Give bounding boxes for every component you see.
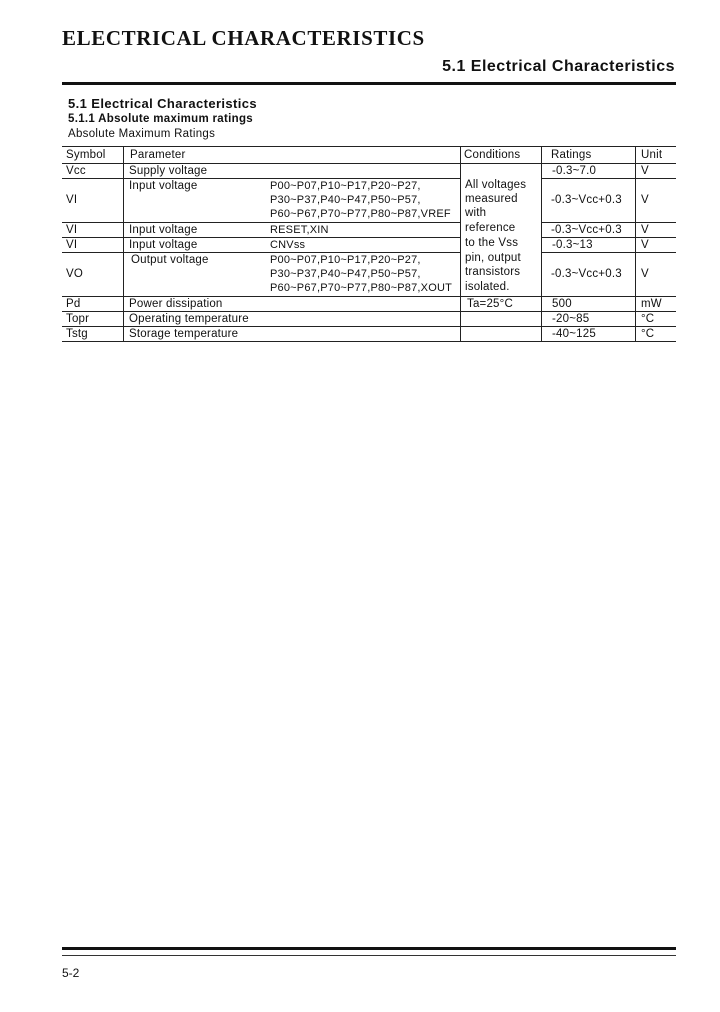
header-unit: Unit bbox=[641, 149, 663, 161]
row-rating: -20~85 bbox=[552, 313, 590, 325]
column-rule bbox=[123, 146, 124, 341]
row-unit: °C bbox=[641, 313, 655, 325]
row-rating: 500 bbox=[552, 298, 572, 310]
row-rating: -0.3~Vcc+0.3 bbox=[551, 268, 622, 280]
conditions-line: isolated. bbox=[465, 281, 510, 293]
row-rating: -0.3~Vcc+0.3 bbox=[551, 194, 622, 206]
conditions-line: with bbox=[465, 207, 487, 219]
row-pins: P60~P67,P70~P77,P80~P87,VREF bbox=[270, 208, 451, 220]
row-rule bbox=[62, 222, 460, 223]
row-symbol: Vcc bbox=[66, 165, 86, 177]
header-symbol: Symbol bbox=[66, 149, 106, 161]
row-unit: mW bbox=[641, 298, 662, 310]
conditions-line: reference bbox=[465, 222, 516, 234]
row-unit: V bbox=[641, 224, 649, 236]
column-rule bbox=[635, 146, 636, 341]
row-parameter: Supply voltage bbox=[129, 165, 208, 177]
row-pins: P60~P67,P70~P77,P80~P87,XOUT bbox=[270, 282, 453, 294]
row-parameter: Input voltage bbox=[129, 180, 198, 192]
row-parameter: Output voltage bbox=[131, 254, 209, 266]
row-rating: -0.3~Vcc+0.3 bbox=[551, 224, 622, 236]
row-rule bbox=[62, 237, 460, 238]
row-rating: -40~125 bbox=[552, 328, 596, 340]
column-rule bbox=[541, 146, 542, 341]
header-parameter: Parameter bbox=[130, 149, 186, 161]
page-number: 5-2 bbox=[62, 966, 80, 980]
row-unit: V bbox=[641, 268, 649, 280]
row-symbol: VI bbox=[66, 239, 78, 251]
footer-rule bbox=[62, 947, 676, 950]
row-parameter: Input voltage bbox=[129, 239, 198, 251]
row-parameter: Storage temperature bbox=[129, 328, 239, 340]
row-parameter: Input voltage bbox=[129, 224, 198, 236]
section-heading: 5.1 Electrical Characteristics bbox=[68, 96, 258, 111]
row-unit: °C bbox=[641, 328, 655, 340]
row-rating: -0.3~7.0 bbox=[552, 165, 597, 177]
subsection-heading: 5.1.1 Absolute maximum ratings bbox=[68, 113, 253, 125]
row-conditions: Ta=25°C bbox=[467, 298, 513, 310]
conditions-line: to the Vss bbox=[465, 237, 519, 249]
header-ratings: Ratings bbox=[551, 149, 592, 161]
footer-thin-rule bbox=[62, 955, 676, 956]
row-rating: -0.3~13 bbox=[552, 239, 593, 251]
conditions-line: pin, output bbox=[465, 252, 521, 264]
row-pins: P30~P37,P40~P47,P50~P57, bbox=[270, 268, 421, 280]
row-unit: V bbox=[641, 239, 649, 251]
conditions-line: All voltages bbox=[465, 179, 527, 191]
column-rule bbox=[460, 146, 461, 341]
row-parameter: Power dissipation bbox=[129, 298, 223, 310]
header-rule bbox=[62, 82, 676, 85]
row-pins: P00~P07,P10~P17,P20~P27, bbox=[270, 180, 421, 192]
row-symbol: VI bbox=[66, 224, 78, 236]
row-pins: CNVss bbox=[270, 239, 306, 251]
row-pins: P30~P37,P40~P47,P50~P57, bbox=[270, 194, 421, 206]
row-rule bbox=[541, 178, 676, 179]
table-caption: Absolute Maximum Ratings bbox=[68, 128, 216, 140]
row-symbol: Tstg bbox=[66, 328, 88, 340]
table-top-rule bbox=[62, 146, 676, 147]
row-rule bbox=[541, 252, 676, 253]
row-unit: V bbox=[641, 194, 649, 206]
row-symbol: VO bbox=[66, 268, 84, 280]
header-conditions: Conditions bbox=[464, 149, 521, 161]
row-pins: RESET,XIN bbox=[270, 224, 329, 236]
table-bottom-rule bbox=[62, 341, 676, 342]
row-parameter: Operating temperature bbox=[129, 313, 249, 325]
page-title: ELECTRICAL CHARACTERISTICS bbox=[62, 26, 425, 50]
header-section-label: 5.1 Electrical Characteristics bbox=[442, 58, 675, 75]
row-symbol: Pd bbox=[66, 298, 81, 310]
row-symbol: VI bbox=[66, 194, 78, 206]
row-unit: V bbox=[641, 165, 649, 177]
conditions-line: transistors bbox=[465, 266, 521, 278]
row-symbol: Topr bbox=[66, 313, 90, 325]
row-pins: P00~P07,P10~P17,P20~P27, bbox=[270, 254, 421, 266]
conditions-line: measured bbox=[465, 193, 518, 205]
